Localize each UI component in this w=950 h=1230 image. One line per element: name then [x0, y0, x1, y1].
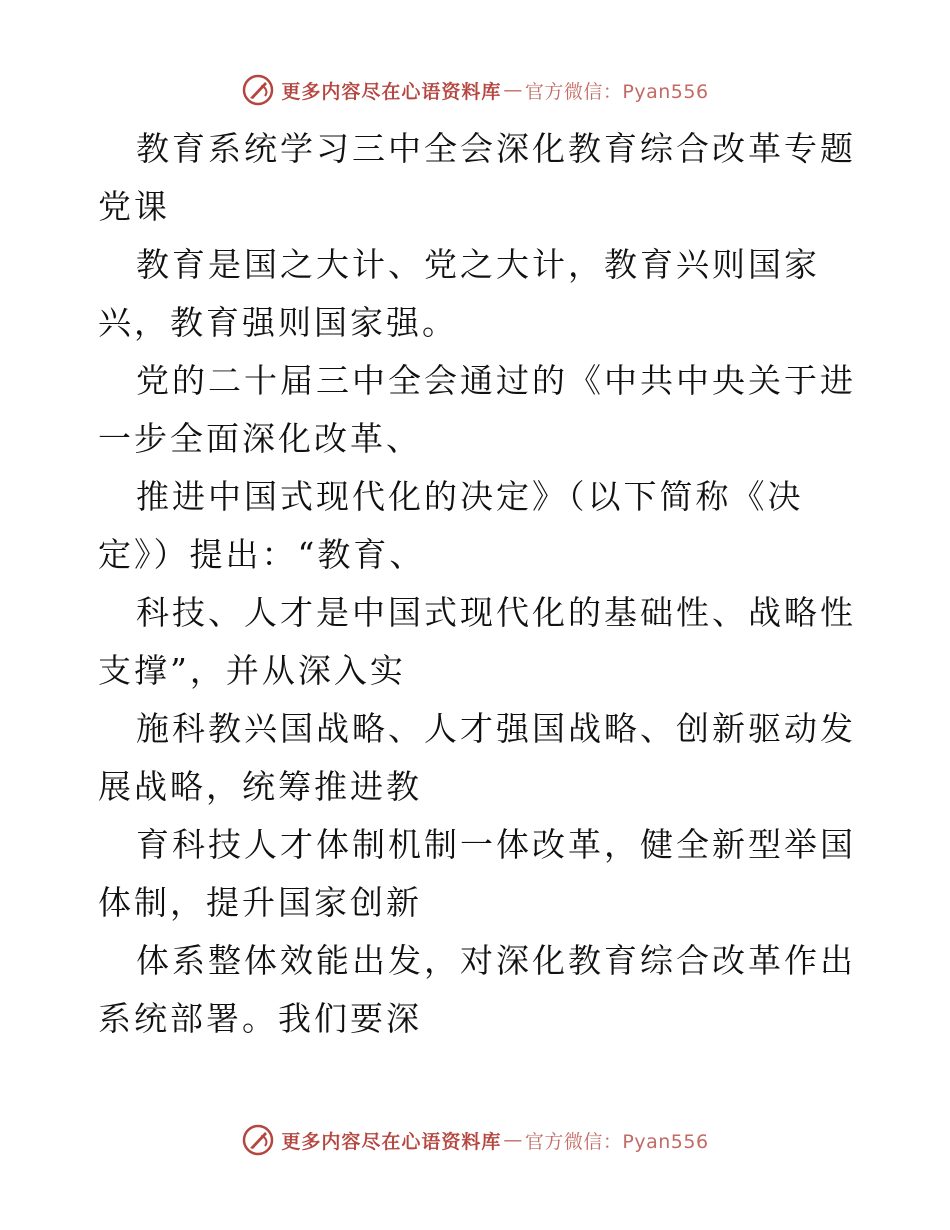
footer-brand-text: 更多内容尽在心语资料库 — [281, 1130, 502, 1153]
quill-circle-logo-icon — [241, 73, 275, 107]
paragraph-1: 教育是国之大计、党之大计，教育兴则国家兴，教育强则国家强。 — [98, 245, 820, 342]
footer-dash: — — [503, 1129, 523, 1151]
paragraph-7: 体系整体效能出发，对深化教育综合改革作出系统部署。我们要深 — [98, 941, 856, 1038]
paragraph-3: 推进中国式现代化的决定》（以下简称《决定》）提出：“教育、 — [98, 477, 804, 574]
document-title: 教育系统学习三中全会深化教育综合改革专题党课 — [98, 129, 856, 226]
header-wechat-text: 官方微信：Pyan556 — [524, 80, 709, 103]
document-body — [98, 120, 858, 1048]
paragraph-5: 施科教兴国战略、人才强国战略、创新驱动发展战略，统筹推进教 — [98, 709, 856, 806]
footer-wechat-text: 官方微信：Pyan556 — [524, 1130, 709, 1153]
paragraph-4: 科技、人才是中国式现代化的基础性、战略性支撑”，并从深入实 — [98, 593, 856, 690]
footer-watermark-banner — [0, 1120, 950, 1160]
header-watermark-banner — [0, 70, 950, 110]
header-dash: — — [503, 79, 523, 101]
quill-circle-logo-icon — [241, 1123, 275, 1157]
header-brand-text: 更多内容尽在心语资料库 — [281, 80, 502, 103]
paragraph-6: 育科技人才体制机制一体改革，健全新型举国体制，提升国家创新 — [98, 825, 856, 922]
paragraph-2: 党的二十届三中全会通过的《中共中央关于进一步全面深化改革、 — [98, 361, 856, 458]
